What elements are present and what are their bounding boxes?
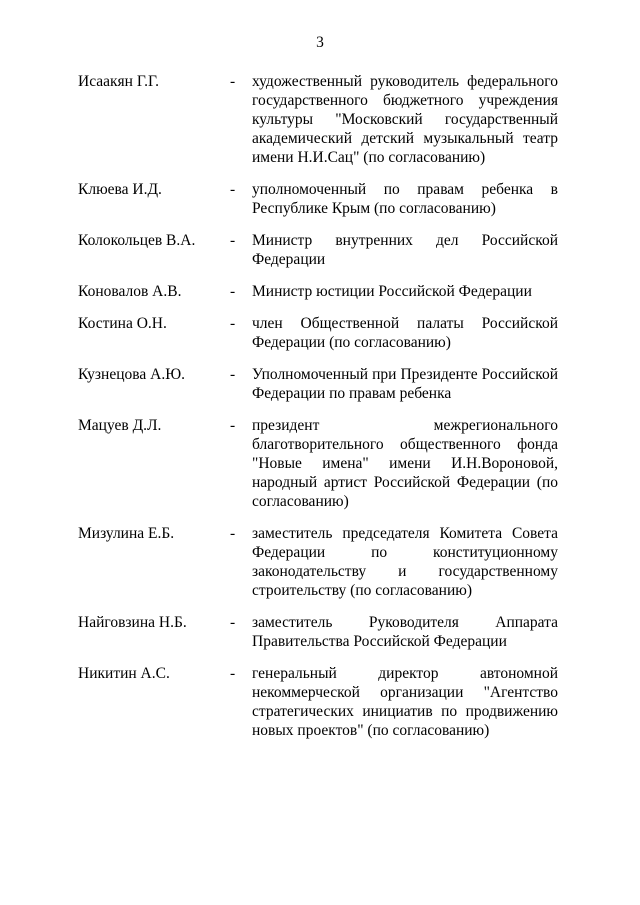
member-role: Министр юстиции Российской Федерации: [252, 283, 532, 300]
member-role: Уполномоченный при Президенте Российской Федерации по правам ребенка: [252, 366, 558, 402]
page-number: 3: [316, 34, 324, 51]
member-name: Клюева И.Д.: [78, 181, 162, 198]
member-name: Коновалов А.В.: [78, 283, 182, 300]
member-role: заместитель председателя Комитета Совета Федерации по конституционному законодательству и государственному строительству (по согласованию): [252, 525, 558, 599]
members-list: [78, 72, 558, 753]
member-name: Мизулина Е.Б.: [78, 525, 175, 542]
dash-separator: -: [230, 73, 236, 90]
member-role: заместитель Руководителя Аппарата Правительства Российской Федерации: [252, 614, 558, 650]
member-role: член Общественной палаты Российской Федерации (по согласованию): [252, 315, 558, 351]
list-item: [78, 72, 558, 167]
dash-separator: -: [230, 315, 236, 332]
dash-separator: -: [230, 366, 236, 383]
member-name: Кузнецова А.Ю.: [78, 366, 186, 383]
member-name: Никитин А.С.: [78, 665, 170, 682]
member-name: Мацуев Д.Л.: [78, 417, 162, 434]
member-role: художественный руководитель федерального государственного бюджетного учреждения культуры "Московский государственный академический детский музыкальный театр имени Н.И.Сац" (по согласованию): [252, 73, 558, 166]
dash-separator: -: [230, 417, 236, 434]
list-item: [78, 231, 558, 269]
member-name: Исаакян Г.Г.: [78, 73, 160, 90]
member-role: генеральный директор автономной некоммерческой организации "Агентство стратегических инициатив по продвижению новых проектов" (по согласованию): [252, 665, 558, 739]
dash-separator: -: [230, 283, 236, 300]
dash-separator: -: [230, 665, 236, 682]
member-name: Костина О.Н.: [78, 315, 167, 332]
member-name: Найговзина Н.Б.: [78, 614, 187, 631]
list-item: [78, 664, 558, 740]
member-role: Министр внутренних дел Российской Федерации: [252, 232, 558, 268]
dash-separator: -: [230, 232, 236, 249]
dash-separator: -: [230, 525, 236, 542]
member-role: уполномоченный по правам ребенка в Республике Крым (по согласованию): [252, 181, 558, 217]
list-item: [78, 416, 558, 511]
list-item: [78, 282, 558, 301]
member-name: Колокольцев В.А.: [78, 232, 196, 249]
member-role: президент межрегионального благотворительного общественного фонда "Новые имена" имени И.Н.Вороновой, народный артист Российской Федерации (по согласованию): [252, 417, 558, 510]
list-item: [78, 365, 558, 403]
list-item: [78, 524, 558, 600]
list-item: [78, 180, 558, 218]
dash-separator: -: [230, 181, 236, 198]
list-item: [78, 613, 558, 651]
list-item: [78, 314, 558, 352]
dash-separator: -: [230, 614, 236, 631]
